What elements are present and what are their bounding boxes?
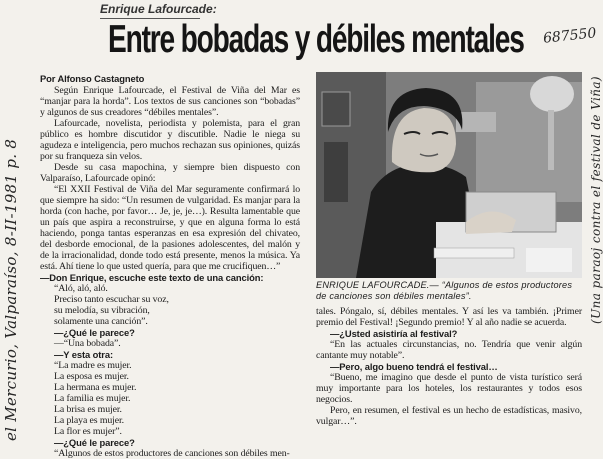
lyric-line: solamente una canción”.: [54, 316, 148, 327]
kicker: Enrique Lafourcade:: [100, 2, 217, 16]
article-paragraph: Lafourcade, novelista, periodista y polemista, para el gran público es hombre discutidor y discutible. Nadie le niega su agudeza e inteligencia, pero muchos rechazan sus opiniones, quizás por su franqueza sin velos.: [40, 118, 300, 162]
lyric-line: La flor es mujer”.: [54, 426, 122, 437]
lyric-line: La esposa es mujer.: [54, 371, 129, 382]
handwritten-source-note: el Mercurio, Valparaíso, 8-II-1981 p. 8: [2, 138, 20, 441]
caption-name: ENRIQUE LAFOURCADE.—: [316, 280, 439, 290]
headline: Entre bobadas y débiles mentales: [108, 18, 524, 61]
article-paragraph: tales. Póngalo, sí, débiles mentales. Y así les va también. ¡Primer premio del Festival! ¡Segundo premio! Y al año nadie se acuerda.: [316, 306, 582, 328]
article-paragraph: “El XXII Festival de Viña del Mar seguramente confirmará lo que siempre ha sido: “Un resumen de vulgaridad. Es manjar para la horda (con hache, por favor… Je, je, je…). Resulta lamentable que un país que aspira a reconstruirse, y que en alguna forma lo está haciendo, ponga tantas esperanzas en esa expresión del chivateo, del desborde emocional, de la pasiones adolescentes, del malón y de la irracionalidad, donde todo está presente, menos la música. Ya está. Ahí tiene lo que usted quería, para que me crucifiquen…”: [40, 184, 300, 272]
interview-question: —Pero, algo bueno tendrá el festival…: [330, 361, 498, 372]
interview-answer: “Bueno, me imagino que desde el punto de vista turístico será muy importante para los hoteles, los restaurantes y todos esos negocios.: [316, 372, 582, 405]
song-lyrics-2: [40, 360, 300, 437]
article-column-left: [40, 73, 300, 459]
lyric-line: La brisa es mujer.: [54, 404, 122, 415]
interview-answer: “En las actuales circunstancias, no. Tendría que venir algún cantante muy notable”.: [316, 339, 582, 361]
portrait-photo: [316, 72, 582, 278]
photo-caption: [316, 280, 582, 302]
byline: Por Alfonso Castagneto: [40, 73, 145, 84]
caption-quote: “Algunos de estos productores de canciones son débiles mentales”.: [316, 280, 573, 301]
lyric-line: “Aló, aló, aló.: [54, 283, 108, 294]
article-paragraph: Según Enrique Lafourcade, el Festival de Viña del Mar es “manjar para la horda”. Los textos de sus canciones son “bobadas” y algunos de sus creadores “débiles mentales”.: [40, 85, 300, 118]
lyric-line: La familia es mujer.: [54, 393, 131, 404]
article-paragraph: Desde su casa mapochina, y siempre bien dispuesto con Valparaíso, Lafourcade opinó:: [40, 162, 300, 184]
interview-answer: —“Una bobada”.: [54, 338, 121, 349]
lyric-line: La playa es mujer.: [54, 415, 125, 426]
article-column-right: [316, 306, 582, 427]
interview-answer: “Algunos de estos productores de canciones son débiles men-: [54, 448, 290, 459]
interview-question: —Don Enrique, escuche este texto de una canción:: [40, 272, 264, 283]
handwritten-margin-note: (Una paraoj contra el festival de Viña): [589, 76, 603, 324]
interview-question: —Y esta otra:: [54, 349, 113, 360]
handwritten-code: 687550: [541, 25, 597, 47]
lyric-line: La hermana es mujer.: [54, 382, 137, 393]
song-lyrics-1: [40, 283, 300, 327]
lyric-line: Preciso tanto escuchar su voz,: [54, 294, 169, 305]
lyric-line: “La madre es mujer.: [54, 360, 132, 371]
lyric-line: su melodía, su vibración,: [54, 305, 150, 316]
interview-question: —¿Qué le parece?: [54, 327, 135, 338]
portrait-illustration: [316, 72, 582, 278]
interview-question: —¿Usted asistiría al festival?: [330, 328, 458, 339]
interview-answer: Pero, en resumen, el festival es un hecho de estadísticas, masivo, vulgar…”.: [316, 405, 582, 427]
interview-question: —¿Qué le parece?: [54, 437, 135, 448]
